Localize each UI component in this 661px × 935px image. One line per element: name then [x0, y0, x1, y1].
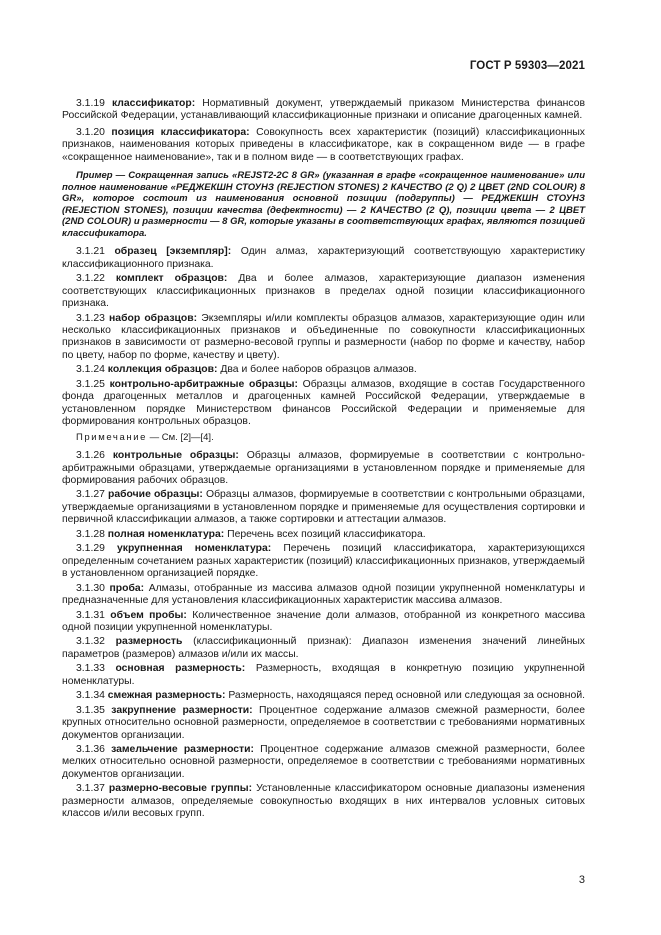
term-name: коллекция образцов: [107, 364, 218, 376]
document-code: ГОСТ Р 59303—2021 [469, 60, 585, 72]
clause-number: 3.1.20 [76, 126, 105, 138]
term-definition: (классификационный признак): Диапазон изменения значений линейных параметров (размеров) алмазов и/или их массы. [62, 636, 585, 660]
term-definition: Образцы алмазов, формируемые в соответствии с контрольно-арбитражными образцами, утверждаемые организациями в установленном порядке и применяемые для формирования рабочих образцов. [62, 450, 585, 486]
example-block [62, 170, 585, 239]
definition-paragraph [62, 663, 585, 688]
definition-paragraph [62, 744, 585, 781]
term-definition: Процентное содержание алмазов смежной размерности, более крупных относительно основной размерности, определяемое в соответствии с требованиями нормативных документов организации. [62, 704, 586, 741]
definition-paragraph [62, 636, 585, 661]
document-body [62, 98, 585, 823]
clause-number: 3.1.35 [76, 704, 105, 716]
example-label: Пример — [76, 170, 126, 182]
clause-number: 3.1.19 [76, 98, 105, 109]
definition-paragraph [62, 529, 585, 541]
term-name: укрупненная номенклатура: [116, 543, 272, 555]
term-name: размерность [115, 636, 183, 648]
term-name: позиция классификатора: [111, 126, 250, 138]
term-definition: Совокупность всех характеристик (позиций) классификационных признаков, наименования которых приведены в классификаторе, как в сокращенном виде — в графе «сокращенное наименование», так и в полном виде — в соответствующих графах. [62, 126, 585, 163]
term-name: смежная размерность: [107, 690, 226, 702]
term-name: основная размерность: [115, 663, 246, 675]
definition-paragraph [62, 98, 585, 123]
clause-number: 3.1.24 [76, 364, 105, 376]
clause-number: 3.1.23 [76, 312, 105, 324]
definition-paragraph [62, 127, 585, 164]
definition-paragraph [62, 364, 585, 376]
clause-number: 3.1.22 [76, 273, 105, 285]
definition-paragraph [62, 783, 585, 820]
term-name: замельчение размерности: [111, 744, 254, 756]
definition-paragraph [62, 690, 585, 702]
term-definition: Процентное содержание алмазов смежной размерности, более мелких относительно основной размерности, определяемое в соответствии с требованиями нормативных документов организации. [62, 744, 585, 780]
clause-number: 3.1.30 [76, 582, 105, 594]
note-label: Примечание [76, 431, 147, 443]
definition-paragraph [62, 313, 585, 363]
definition-paragraph [62, 273, 585, 310]
definition-paragraph [62, 450, 585, 487]
definition-paragraph [62, 379, 585, 429]
term-definition: Нормативный документ, утверждаемый приказом Министерства финансов Российской Федерации, устанавливающий классификационные признаки и описание драгоценных камней. [62, 98, 585, 122]
term-name: размерно-весовые группы: [108, 783, 253, 795]
term-name: рабочие образцы: [108, 489, 203, 501]
clause-number: 3.1.33 [76, 663, 105, 675]
term-definition: Образцы алмазов, входящие в состав Государственного фонда драгоценных металлов и драгоценных камней Российской Федерации, утверждаемые в установленном порядке Министерством финансов Российской Федерации и применяемые для формирования контрольных образцов. [62, 378, 586, 428]
term-name: закрупнение размерности: [111, 704, 253, 716]
term-name: полная номенклатура: [107, 528, 225, 540]
note-block [62, 432, 585, 444]
clause-number: 3.1.37 [76, 783, 105, 795]
clause-number: 3.1.25 [76, 378, 105, 390]
definition-paragraph [62, 489, 585, 526]
term-name: проба: [109, 582, 145, 594]
clause-number: 3.1.32 [76, 636, 105, 648]
term-name: объем пробы: [110, 609, 187, 621]
term-definition: Количественное значение доли алмазов, отобранной из конкретного массива одной позиции укрупненной номенклатуры. [62, 609, 586, 633]
term-definition: Размерность, находящаяся перед основной или следующая за основной. [228, 690, 586, 702]
term-name: контрольно-арбитражные образцы: [109, 378, 298, 390]
clause-number: 3.1.27 [76, 489, 105, 501]
term-definition: Два и более наборов образцов алмазов. [220, 364, 417, 376]
clause-number: 3.1.21 [76, 246, 105, 258]
definition-paragraph [62, 543, 585, 580]
term-name: набор образцов: [109, 312, 198, 324]
example-text: Сокращенная запись «REJST2-2C 8 GR» (указанная в графе «сокращенное наименование» или полное наименование «РЕДЖЕКШН СТОУНЗ (REJECTION STONES) 2 КАЧЕСТВО (2 Q) 2 ЦВЕТ (2ND COLOUR) 8 GR», которое состоит из наименования основной позиции (подгруппы) — РЕДЖЕКШН СТОУНЗ (REJECTION STONES), позиции качества (дефектности) — 2 КАЧЕСТВО (2 Q), позиции цвета — 2 ЦВЕТ (2ND COLOUR) и размерности — 8 GR, которые указаны в соответствующих графах, являются позицией классификатора. [62, 170, 585, 239]
term-definition: Алмазы, отобранные из массива алмазов одной позиции укрупненной номенклатуры и предназначенные для установления классификационных характеристик массива алмазов. [62, 582, 585, 607]
definition-paragraph [62, 610, 585, 635]
definition-paragraph [62, 583, 585, 608]
definition-paragraph [62, 705, 585, 742]
clause-number: 3.1.31 [76, 609, 105, 621]
term-definition: Перечень всех позиций классификатора. [227, 528, 426, 540]
clause-number: 3.1.28 [76, 528, 105, 540]
term-definition: Образцы алмазов, формируемые в соответствии с контрольными образцами, утверждаемые организациями в установленном порядке и применяемые для осуществления сортировки и первичной классификации алмазов, а также сортировки и аттестации алмазов. [62, 489, 586, 526]
clause-number: 3.1.36 [76, 744, 105, 756]
note-text: — См. [2]—[4]. [149, 431, 214, 443]
term-definition: Один алмаз, характеризующий соответствующую характеристику классификационного признака. [62, 246, 585, 270]
term-definition: Установленные классификатором основные диапазоны изменения размерности алмазов, определяемые совокупностью входящих в них интервалов условных ситовых классов и/или весовых групп. [62, 783, 586, 820]
term-name: контрольные образцы: [112, 450, 239, 462]
term-definition: Экземпляры и/или комплекты образцов алмазов, характеризующие один или несколько классификационных признаков и объединенные по совокупности классификационных признаков в зависимости от размерно-весовой группы и размерности (набор по форме и качеству, набор по цвету, набор по форме, качеству и цвету). [62, 312, 585, 361]
term-name: комплект образцов: [115, 273, 228, 285]
clause-number: 3.1.34 [76, 690, 105, 702]
page-number: 3 [578, 874, 585, 886]
term-name: классификатор: [111, 98, 196, 109]
term-definition: Два и более алмазов, характеризующие диапазон изменения соответствующих классификационных признаков в пределах одной позиции классификационного признака. [62, 273, 585, 310]
definition-paragraph [62, 246, 585, 271]
term-definition: Перечень позиций классификатора, характеризующихся определенным сочетанием разных характеристик (позиций) классификационных признаков, утверждаемый в установленном организацией порядке. [62, 543, 585, 580]
term-definition: Размерность, входящая в конкретную позицию укрупненной номенклатуры. [62, 663, 585, 687]
clause-number: 3.1.29 [76, 543, 105, 555]
term-name: образец [экземпляр]: [114, 246, 232, 258]
clause-number: 3.1.26 [76, 450, 105, 462]
